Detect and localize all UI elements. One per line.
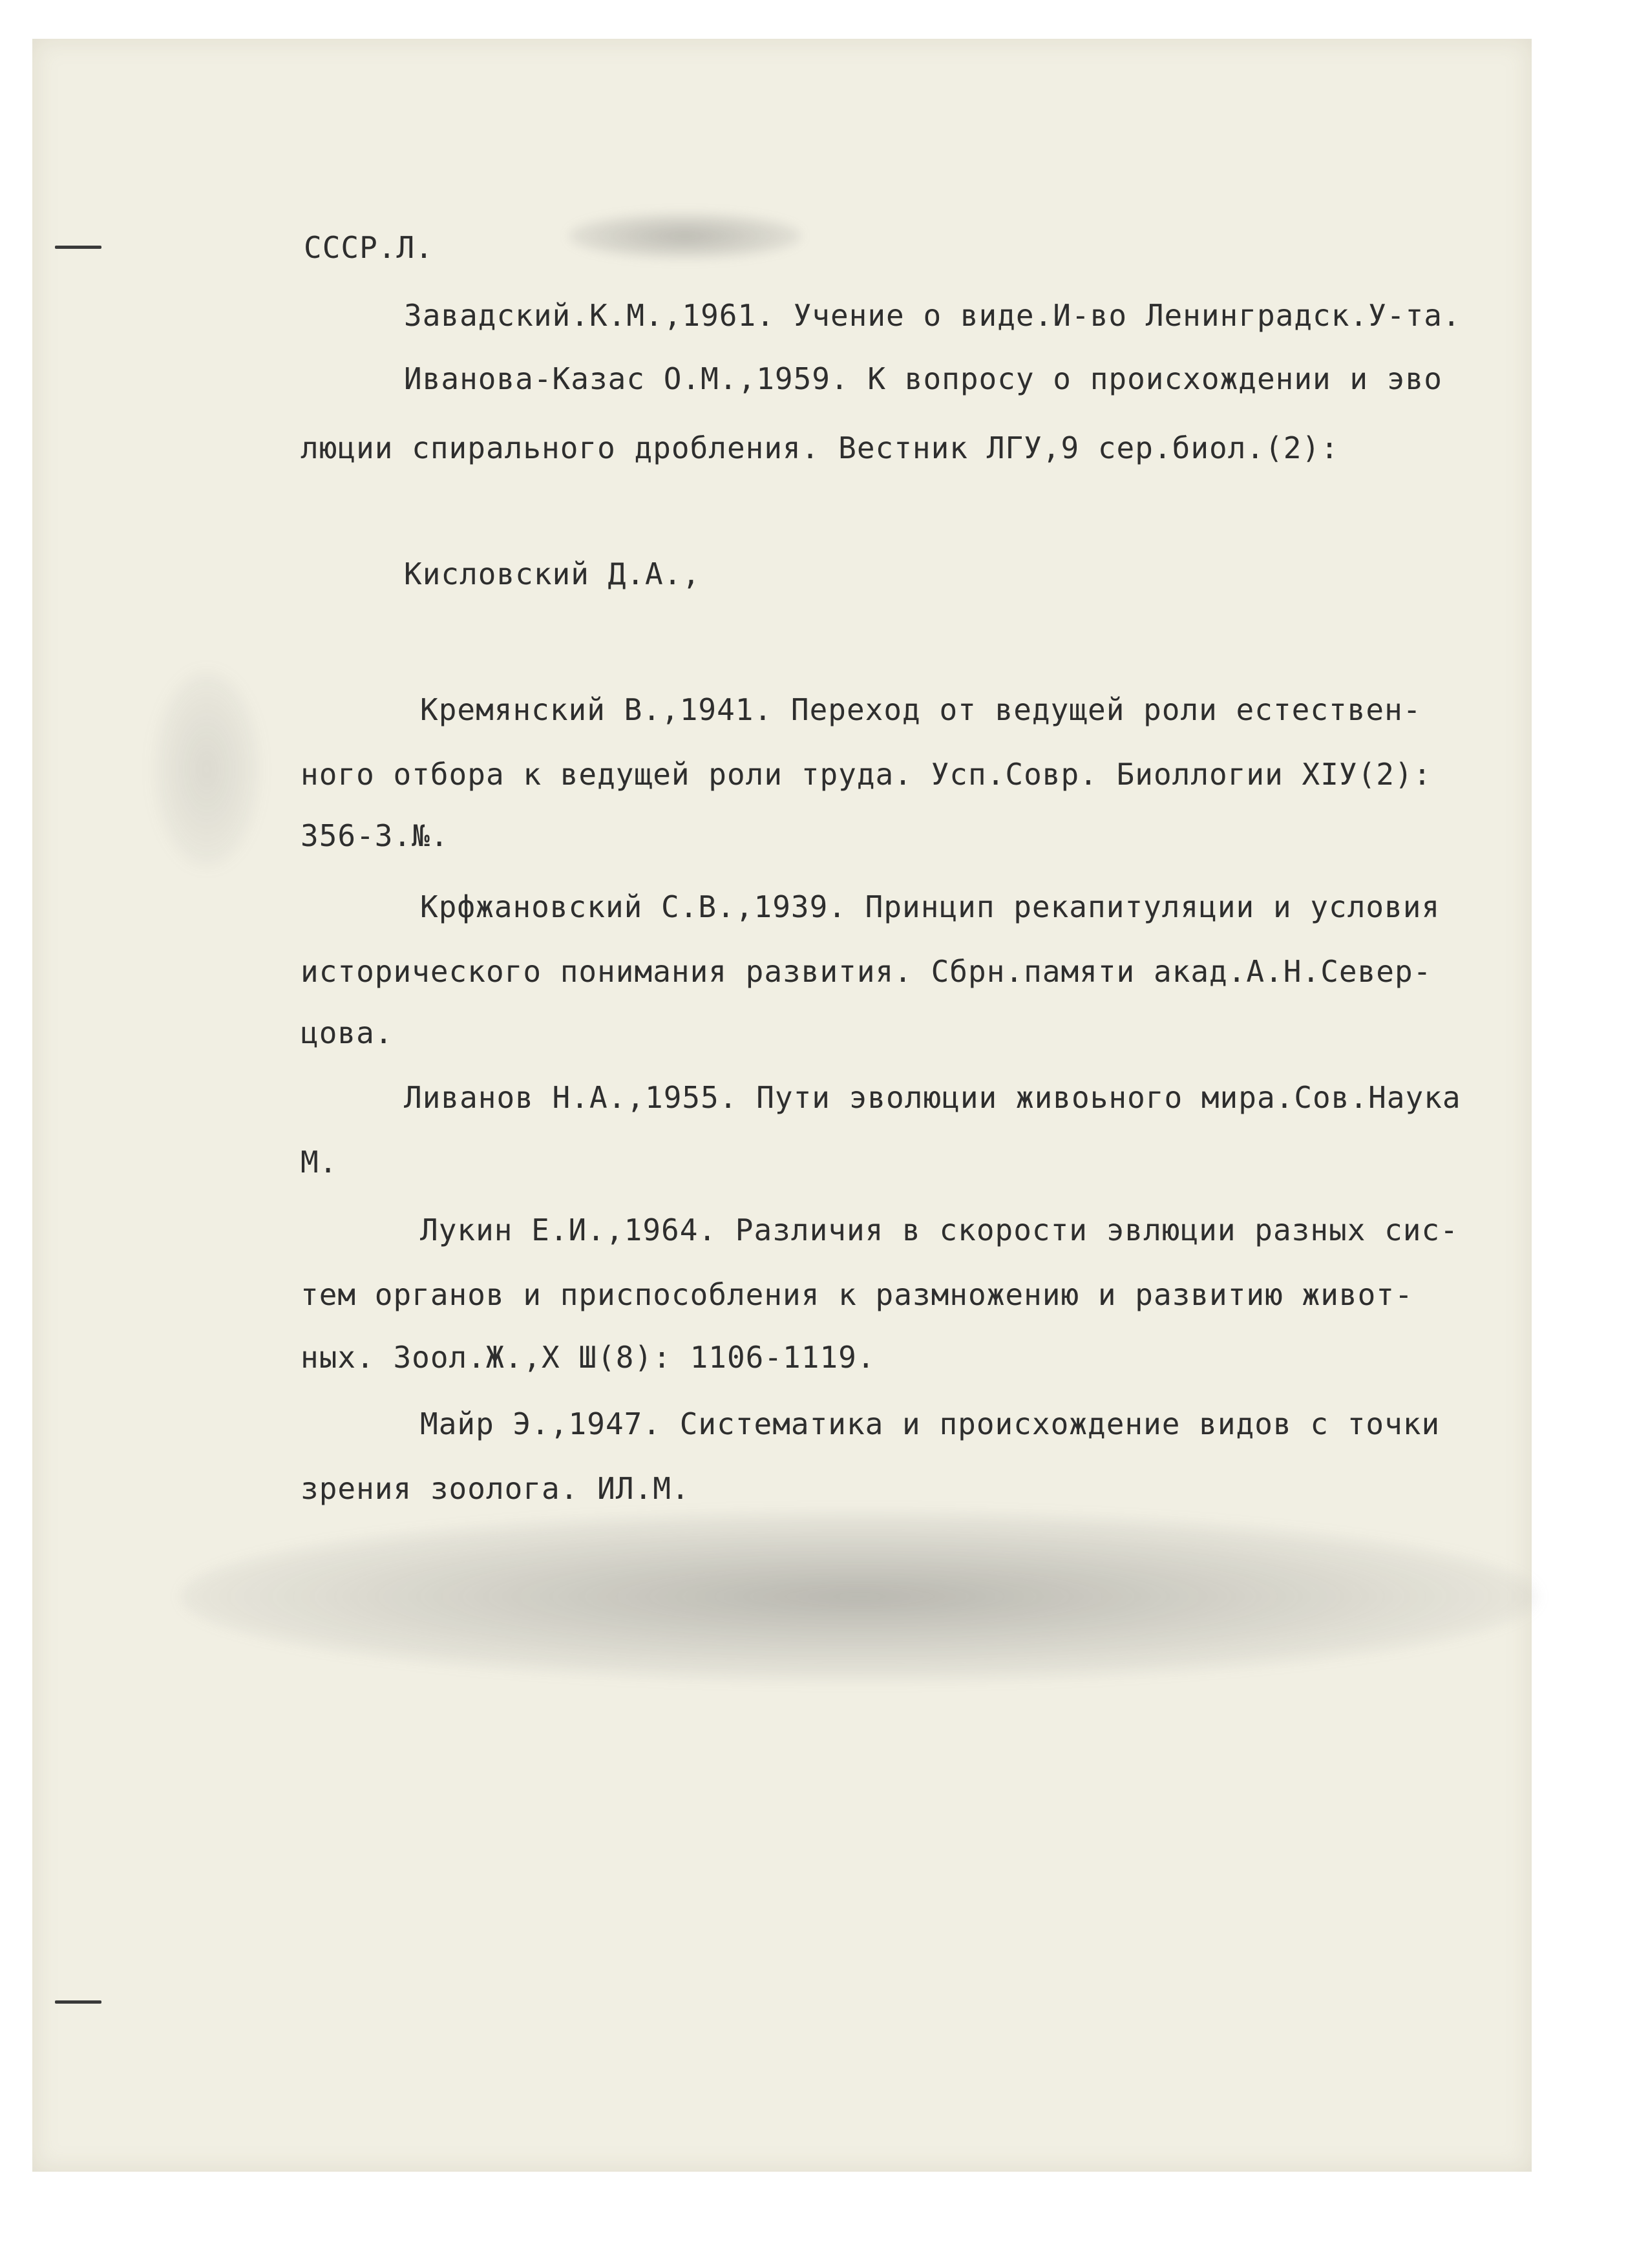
bibliography-line: исторического понимания развития. Сбрн.памяти акад.А.Н.Север- xyxy=(301,954,1432,989)
bibliography-line: Майр Э.,1947. Систематика и происхождение видов с точки xyxy=(420,1406,1441,1441)
bibliography-line: Кремянский В.,1941. Переход от ведущей роли естествен- xyxy=(420,692,1422,727)
bibliography-line: Крфжановский С.В.,1939. Принцип рекапитуляции и условия xyxy=(420,889,1441,924)
ink-smudge-bottom xyxy=(181,1512,1538,1680)
bibliography-line: Иванова-Казас О.М.,1959. К вопросу о происхождении и эво xyxy=(404,361,1442,396)
bibliography-line: цова. xyxy=(301,1015,394,1050)
margin-mark-top xyxy=(55,246,101,249)
bibliography-line: зрения зоолога. ИЛ.М. xyxy=(301,1471,690,1506)
bibliography-line: Завадский.К.М.,1961. Учение о виде.И-во Ленинградск.У-та. xyxy=(404,298,1461,333)
bibliography-line: М. xyxy=(301,1145,338,1180)
ink-smudge-left xyxy=(155,672,259,866)
bibliography-line: Кисловский Д.А., xyxy=(404,556,701,591)
bibliography-line: Лукин Е.И.,1964. Различия в скорости эвлюции разных сис- xyxy=(420,1213,1459,1247)
bibliography-line: ных. Зоол.Ж.,Х Ш(8): 1106-1119. xyxy=(301,1340,876,1375)
bibliography-line: ного отбора к ведущей роли труда. Усп.Совр. Биоллогии XIУ(2): xyxy=(301,757,1432,792)
document-heading: СССР.Л. xyxy=(304,230,434,265)
bibliography-line: 356-3.№. xyxy=(301,818,449,853)
bibliography-line: тем органов и приспособления к размножению и развитию живот- xyxy=(301,1277,1413,1312)
margin-mark-bottom xyxy=(55,2000,101,2004)
bibliography-line: Ливанов Н.А.,1955. Пути эволюции живоьного мира.Сов.Наука xyxy=(404,1080,1461,1115)
ink-smudge-top xyxy=(569,213,801,259)
bibliography-line: люции спирального дробления. Вестник ЛГУ,9 сер.биол.(2): xyxy=(301,430,1339,465)
